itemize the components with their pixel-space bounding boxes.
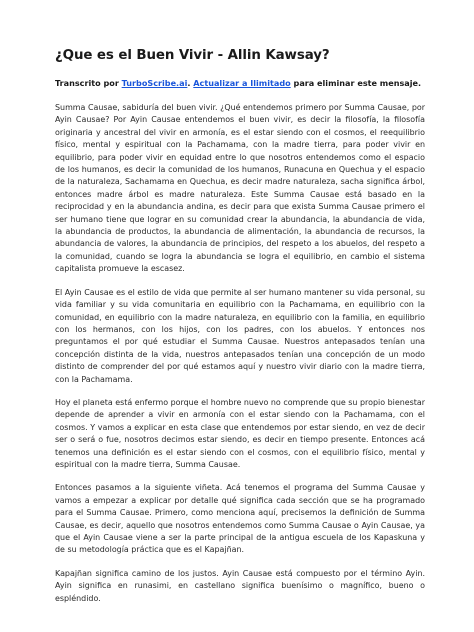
transcript-notice xyxy=(55,77,425,89)
paragraph: Hoy el planeta está enfermo porque el hombre nuevo no comprende que su propio bienestar depende de aprender a vivir en armonía con el estar siendo con la Pachamama, con el cosmos. Y vamos a explicar en esta clase que entendemos por estar siendo, en vez de decir ser o será o fue, nosotros decimos estar siendo, es decir en tiempo presente. Entonces acá tenemos una definición es el estar siendo con el cosmos, con el equilibrio físico, mental y espiritual con la madre tierra, Summa Causae. xyxy=(55,397,425,469)
document-page xyxy=(55,47,425,605)
transcript-suffix: para eliminar este mensaje. xyxy=(290,78,422,88)
paragraph: Entonces pasamos a la siguiente viñeta. Acá tenemos el programa del Summa Causae y vamos a empezar a explicar por detalle qué significa cada sección que se ha programado para el Summa Causae. Primero, como menciona aquí, precisemos la definición de Summa Causae, es decir, aquello que nosotros entendemos como Summa Causae o Ayin Causae, ya que el Ayin Causae viene a ser la parte principal de la antigua escuela de los Kapaskuna y de su metodología práctica que es el Kapajñan. xyxy=(55,483,425,555)
document-title: ¿Que es el Buen Vivir - Allin Kawsay? xyxy=(55,48,330,63)
paragraph: Kapajñan significa camino de los justos. Ayin Causae está compuesto por el término Ayin. Ayin significa en runasimi, en castellano significa buenísimo o magnífico, bueno o espléndido. xyxy=(55,568,425,603)
paragraph: Summa Causae, sabiduría del buen vivir. ¿Qué entendemos primero por Summa Causae, por Ayin Causae? Por Ayin Causae entendemos el buen vivir, es decir la filosofía, la filosofía originaria y ancestral del vivir en armonía, es el estar siendo con el cosmos, el reequilibrio físico, mental y espiritual con la Pachamama, con la madre tierra, para poder vivir en equilibrio, para poder vivir en equidad entre lo que nosotros entendemos como el espacio de los humanos, es decir la comunidad de los humanos, Runacuna en Quechua y el espacio de la naturaleza, Sachamama en Quechua, es decir madre naturaleza, sacha significa árbol, entonces madre árbol es madre naturaleza. Este Summa Causae está basado en la reciprocidad y en la abundancia andina, es decir para que exista Summa Causae primero el ser humano tiene que lograr en su comunidad crear la abundancia, la abundancia de vida, la abundancia de productos, la abundancia de alimentación, la abundancia de recursos, la abundancia de valores, la abundancia de principios, del respeto a los abuelos, del respeto a la comunidad, cuando se logra la abundancia se logra el equilibrio, en cambio el sistema capitalista promueve la escasez. xyxy=(55,103,425,274)
transcript-prefix: Transcrito por xyxy=(55,78,122,88)
turboscribe-link[interactable]: TurboScribe.ai xyxy=(121,78,188,88)
paragraph: El Ayin Causae es el estilo de vida que permite al ser humano mantener su vida personal, su vida familiar y su vida comunitaria en equilibrio con la Pachamama, en equilibrio con la comunidad, en equilibrio con la madre naturaleza, en equilibrio con la familia, en equilibrio con los hermanos, con los hijos, con los padres, con los abuelos. Y entonces nos preguntamos el por qué estudiar el Summa Causae. Nuestros antepasados tenían una concepción distinta de la vida, nuestros antepasados tenían una concepción de un modo distinto de comprender del por qué estamos aquí y nuestro vivir diario con la madre tierra, con la Pachamama. xyxy=(55,287,425,384)
upgrade-unlimited-link[interactable]: Actualizar a Ilimitado xyxy=(193,78,291,88)
transcript-separator: . xyxy=(187,78,194,88)
